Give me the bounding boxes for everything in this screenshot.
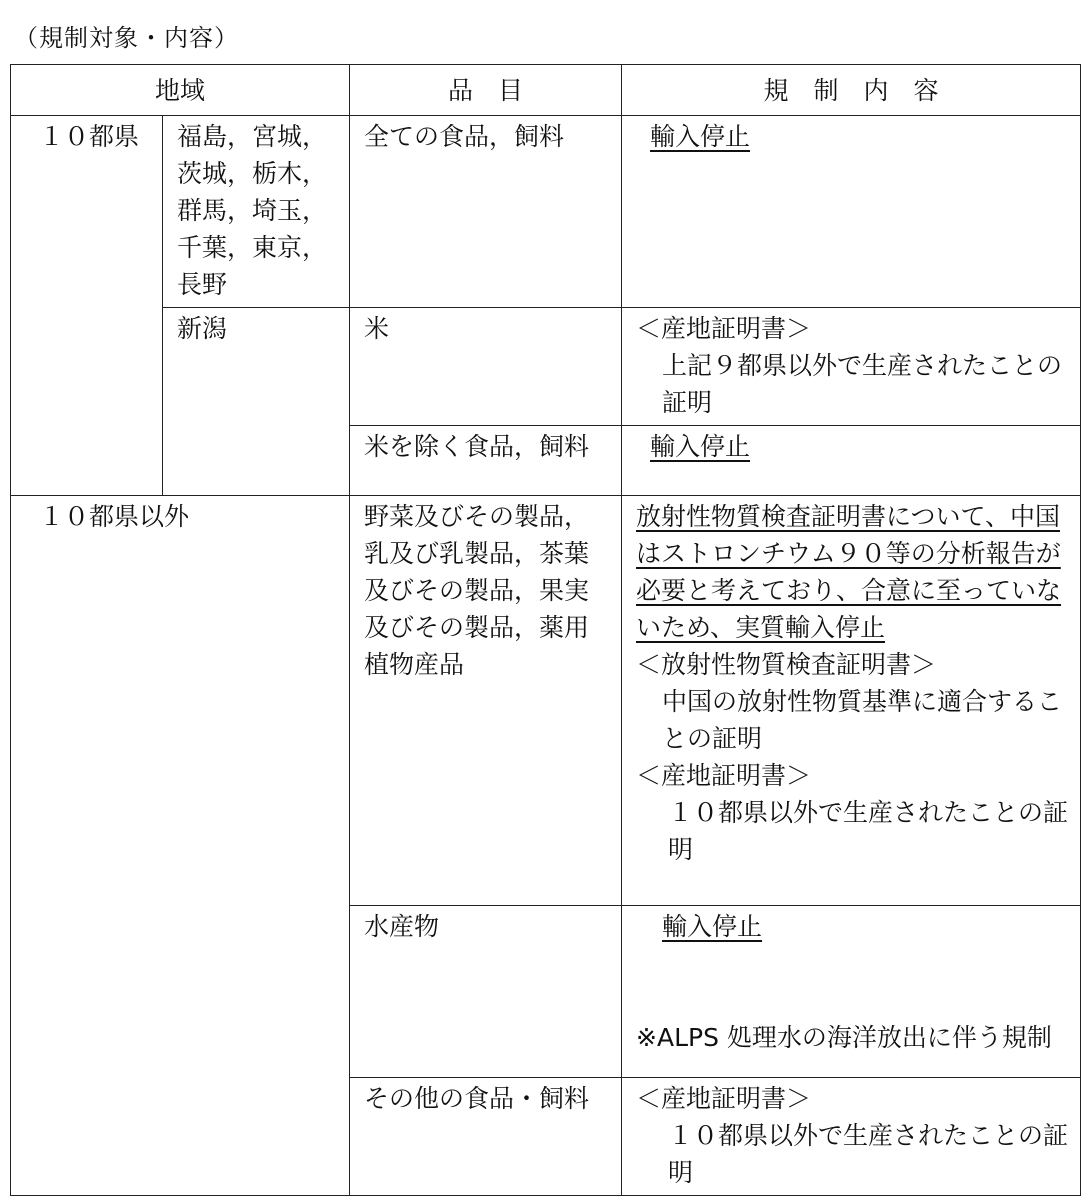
rule-cell [622, 496, 1081, 906]
cert-body: １０都県以外で生産されたことの証明 [668, 798, 1069, 864]
region-group-label: １０都県以外 [11, 496, 350, 1196]
item-cell: その他の食品・飼料 [350, 1078, 622, 1196]
rule-cell [622, 906, 1081, 1078]
item-cell: 野菜及びその製品，乳及び乳製品，茶葉及びその製品，果実及びその製品，薬用植物産品 [350, 496, 622, 906]
cert-body: １０都県以外で生産されたことの証明 [668, 1121, 1069, 1187]
prefecture-niigata: 新潟 [163, 308, 350, 496]
region-group-label: １０都県 [11, 116, 163, 496]
import-ban-text: 輸入停止 [650, 122, 751, 151]
cert-title: ＜放射性物質検査証明書＞ [636, 650, 937, 679]
table-row [11, 116, 1081, 308]
table-caption: （規制対象・内容） [14, 24, 239, 52]
regulation-table [10, 64, 1081, 1196]
cert-title: ＜産地証明書＞ [636, 314, 812, 343]
rule-cell [622, 1078, 1081, 1196]
item-cell: 全ての食品，飼料 [350, 116, 622, 308]
table-row [11, 496, 1081, 906]
cert-body: 上記９都県以外で生産されたことの証明 [662, 351, 1063, 417]
item-cell: 水産物 [350, 906, 622, 1078]
cert-body: 中国の放射性物質基準に適合することの証明 [662, 687, 1063, 753]
rule-cell [622, 308, 1081, 426]
remark-text: ※ALPS 処理水の海洋放出に伴う規制 [636, 1023, 1052, 1052]
cert-title: ＜産地証明書＞ [636, 761, 812, 790]
header-region: 地域 [11, 65, 350, 116]
import-ban-text: 輸入停止 [650, 432, 751, 461]
header-row [11, 65, 1081, 116]
header-content: 規 制 内 容 [622, 65, 1081, 116]
rule-cell [622, 116, 1081, 308]
cert-title: ＜産地証明書＞ [636, 1084, 812, 1113]
item-cell: 米を除く食品，飼料 [350, 426, 622, 496]
prefecture-list: 福島，宮城，茨城，栃木，群馬，埼玉，千葉，東京，長野 [163, 116, 350, 308]
table-row [11, 308, 1081, 426]
status-note: 放射性物質検査証明書について、中国はストロンチウム９０等の分析報告が必要と考えており、合意に至っていないため、実質輸入停止 [636, 502, 1062, 642]
header-items: 品 目 [350, 65, 622, 116]
import-ban-text: 輸入停止 [662, 912, 763, 941]
item-cell: 米 [350, 308, 622, 426]
rule-cell [622, 426, 1081, 496]
